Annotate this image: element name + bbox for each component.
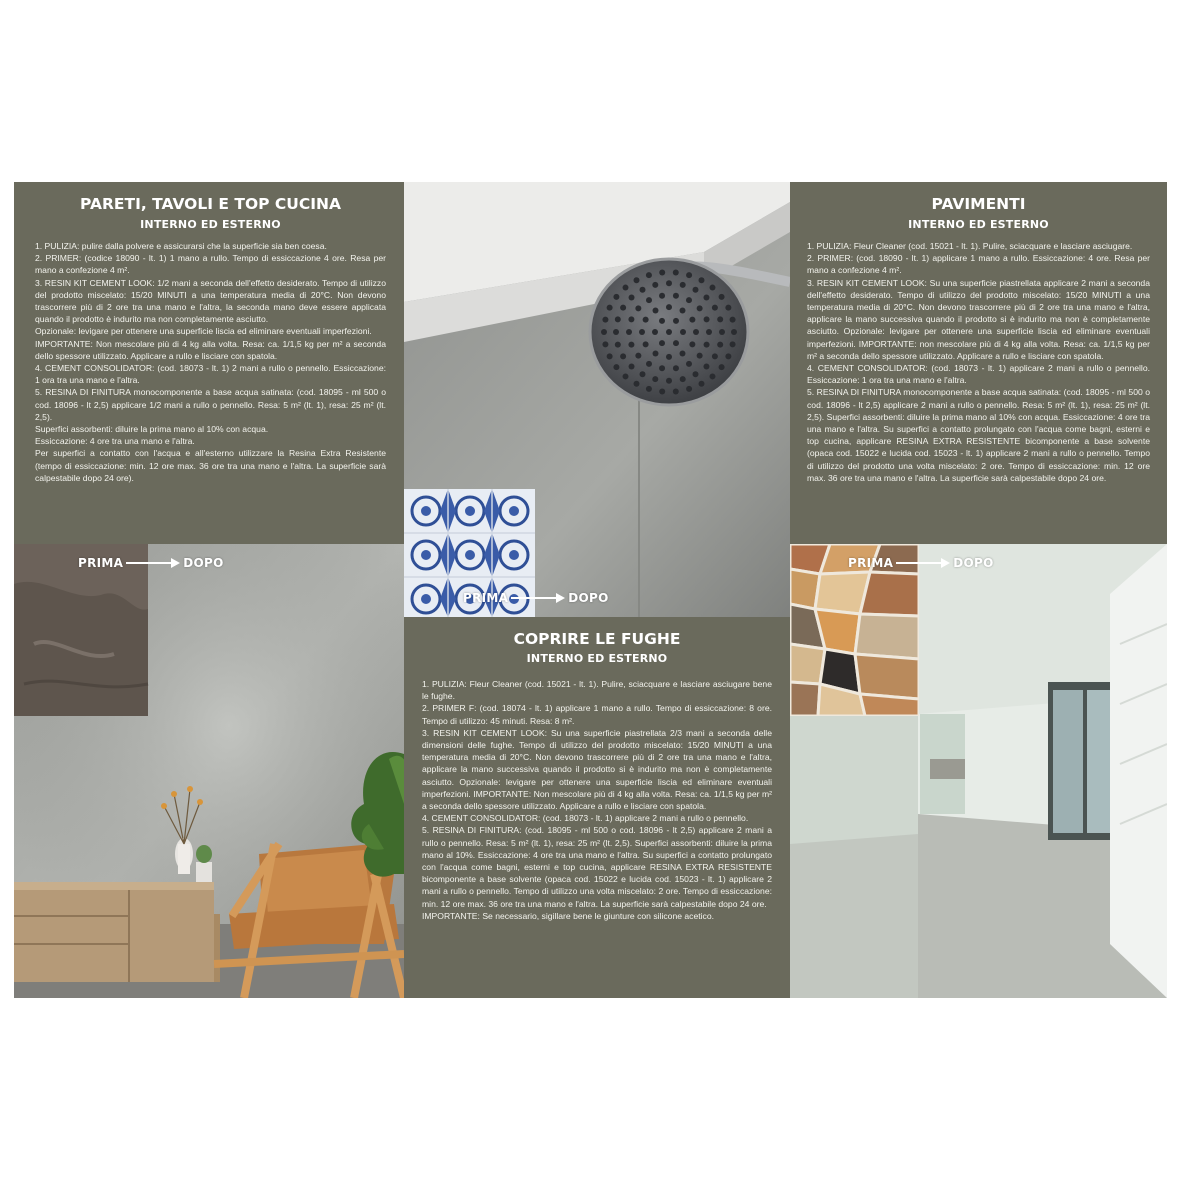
shower-hole (652, 282, 658, 288)
shower-hole (639, 329, 645, 335)
shower-hole (652, 376, 658, 382)
shower-hole (699, 277, 705, 283)
middle-text-panel (404, 617, 790, 998)
shower-hole (615, 316, 621, 322)
instruction-step: Per superfici a contatto con l'acqua e all'esterno utilizzare la Resina Extra Resistente (tempo di essiccazione: min. 12 ore max. 36 ore tra una mano e l'altra. La superficie sarà calpestabile dopo 24 ore). (35, 448, 386, 483)
right-instructions (807, 240, 1150, 484)
shower-hole (659, 365, 665, 371)
arrow-right-icon (511, 592, 565, 604)
shower-hole (659, 388, 665, 394)
shower-hole (613, 294, 619, 300)
shower-hole (712, 305, 718, 311)
living-room-illustration (14, 544, 404, 998)
shower-hole (602, 317, 608, 323)
instruction-step: 5. RESINA DI FINITURA: (cod. 18095 - ml 500 o cod. 18096 - lt 2,5) applicare 2 mani a rullo o pennello. Resa: 5 m² (lt. 1), resa: 25 m² (lt. 2,5). Superfici assorbenti: diluire la prima mano al 10%. Essiccazione: 4 ore tra una mano e l'altra. Su superfici a contatto prolungato con l'acqua come bagni, esterni e top cucina, applicare RESINA EXTRA RESISTENTE bicomponente a base solvente (opaca cod. 15022 e lucida cod. 15023 - lt. 1) applicare 2 mani a rullo o pennello. Tempo di utilizzo una volta miscelato: 2 ore. Tempo di essiccazione: min. 12 ore max. 36 ore tra una mano e l'altra. La superficie sarà calpestabile dopo 24 ore. (422, 825, 772, 909)
instruction-step: Opzionale: levigare per ottenere una superficie liscia ed eliminare eventuali imperfezioni. (35, 326, 372, 337)
middle-subtitle: INTERNO ED ESTERNO (526, 652, 668, 665)
shower-hole (673, 340, 679, 346)
instruction-step: Superfici assorbenti: diluire la prima mano al 10% con acqua. (35, 424, 269, 435)
instruction-step: 1. PULIZIA: Fleur Cleaner (cod. 15021 - lt. 1). Pulire, sciacquare e lasciare asciugare. (807, 241, 1133, 251)
shower-hole (640, 287, 646, 293)
shower-hole (680, 282, 686, 288)
shower-hole (607, 305, 613, 311)
instruction-step: IMPORTANTE: Non mescolare più di 4 kg alla volta. Resa: ca. 1/1,5 kg per m² a seconda dello spessore utilizzato. Applicare a rullo e lisciare con spatola. (35, 338, 386, 361)
instruction-step: 5. RESINA DI FINITURA monocomponente a base acqua satinata: (cod. 18095 - ml 500 o cod. 18096 - lt 2,5) applicare 1/2 mani a rullo o pennello. Resa: 5 m² (lt. 1), resa: 25 m² (lt. 2,5). (35, 387, 386, 422)
shower-hole (628, 316, 634, 322)
shower-hole (666, 378, 672, 384)
shower-hole (686, 361, 692, 367)
instruction-step: 4. CEMENT CONSOLIDATOR: (cod. 18073 - lt. 1) 2 mani a rullo o pennello. Essiccazione: 1 ora tra una mano e l'altra. (35, 363, 386, 386)
right-after-label: DOPO (953, 556, 994, 570)
shower-hole (673, 318, 679, 324)
shower-hole (712, 353, 718, 359)
shower-hole (646, 272, 652, 278)
instruction-step: 3. RESIN KIT CEMENT LOOK: Su una superficie piastrellata 2/3 mani a seconda delle dimensioni delle fughe. Tempo di utilizzo del prodotto miscelato: 15/20 MINUTI a una temperatura media di 20°C. Non devono trascorrere più di 2 ore tra una mano e l'altra, applicare la mano successiva quando il prodotto si è indurito ma non è completamente asciutto. Opzionale: levigare per ottenere una superficie liscia ed eliminare eventuali imperfezioni. IMPORTANTE: Non mescolare più di 4 kg alla volta. Resa: ca. 1/1,5 kg per m² a seconda dello spessore utilizzato. Applicare a rullo e lisciare con spatola. (422, 727, 772, 812)
living-room-photo (14, 544, 404, 998)
shower-hole (666, 354, 672, 360)
shower-hole (666, 304, 672, 310)
shower-hole (634, 381, 640, 387)
left-title: PARETI, TAVOLI E TOP CUCINA (80, 195, 341, 213)
shower-hole (635, 353, 641, 359)
arrow-right-icon (126, 557, 180, 569)
instruction-step: 3. RESIN KIT CEMENT LOOK: 1/2 mani a seconda dell'effetto desiderato. Tempo di utilizzo del prodotto miscelato: 15/20 MINUTI a una temperatura media di 20°C. Non devono trascorrere più di 2 ore tra una mano e l'altra, la seconda mano deve essere applicata quando il prodotto è indurito ma non completamente asciutto. (35, 277, 386, 325)
instruction-step: 3. RESIN KIT CEMENT LOOK: Su una superficie piastrellata applicare 2 mani a seconda dell'effetto desiderato. Tempo di utilizzo del prodotto miscelato: 15/20 MINUTI a una temperatura media di 20°C. Non devono trascorrere più di 2 ore tra una mano e l'altra, applicare la mano successiva quando il prodotto si è indurito ma non è completamente asciutto. Opzionale: levigare per ottenere una superficie liscia ed eliminare eventuali imperfezioni. IMPORTANTE: non mescolare più di 4 kg alla volta. Resa: ca. 1/1,5 kg per m² a seconda dello spessore utilizzato. Applicare a rullo e lisciare con spatola. (807, 277, 1150, 361)
shower-hole (626, 329, 632, 335)
shower-hole (629, 363, 635, 369)
shower-hole (673, 365, 679, 371)
shower-hole (613, 364, 619, 370)
shower-hole (640, 371, 646, 377)
shower-hole (730, 317, 736, 323)
shower-hole (646, 361, 652, 367)
shower-hole (717, 316, 723, 322)
shower-hole (704, 316, 710, 322)
instruction-step: 2. PRIMER: (cod. 18090 - lt. 1) applicare 1 mano a rullo. Essiccazione: 4 ore. Resa per mano a confezione 4 m². (807, 253, 1150, 276)
shower-hole (706, 329, 712, 335)
shower-hole (646, 297, 652, 303)
shower-hole (717, 342, 723, 348)
middle-before-after-label (463, 591, 609, 605)
shower-hole (659, 293, 665, 299)
shower-hole (643, 317, 649, 323)
shower-hole (689, 317, 695, 323)
shower-hole (680, 351, 686, 357)
shower-hole (601, 329, 607, 335)
instruction-step: 2. PRIMER F: (cod. 18074 - lt. 1) applicare 1 mano a rullo. Tempo di essiccazione: 8 ore. Tempo di utilizzo: 45 minuti. Resa: 8 m². (422, 703, 772, 726)
shower-hole (643, 341, 649, 347)
shower-hole (673, 293, 679, 299)
left-subtitle: INTERNO ED ESTERNO (140, 218, 281, 231)
instruction-step: 5. RESINA DI FINITURA monocomponente a base acqua satinata: (cod. 18095 - ml 500 o cod. 18096 - lt 2,5) applicare 2 mani a rullo o pennello. Resa: 5 m² (lt. 1), resa: 25 m² (lt. 2,5). Superfici assorbenti: diluire la prima mano al 10% con acqua. Essiccazione: 4 ore tra una mano e l'altra. Su superfici a contatto prolungato con l'acqua come bagni, esterni e top cucina, applicare RESINA EXTRA RESISTENTE bicomponente a base solvente (opaca cod. 15022 e lucida cod. 15023 - lt. 1) applicare 2 mani a rullo o pennello. Tempo di utilizzo del prodotto una volta miscelato: 2 ore. Tempo di essiccazione: min. 12 ore max. 36 ore tra una mano e l'altra. La superficie sarà calpestabile dopo 24 ore. (807, 387, 1150, 483)
shower-hole (697, 305, 703, 311)
shower-hole (693, 371, 699, 377)
shower-hole (666, 329, 672, 335)
left-before-after-label (78, 556, 224, 570)
shower-hole (703, 295, 709, 301)
right-title: PAVIMENTI (931, 195, 1026, 213)
shower-hole (709, 285, 715, 291)
shower-hole (725, 353, 731, 359)
shower-hole (699, 381, 705, 387)
right-before-label: PRIMA (848, 556, 894, 570)
left-before-label: PRIMA (78, 556, 124, 570)
shower-hole (666, 280, 672, 286)
right-subtitle: INTERNO ED ESTERNO (908, 218, 1049, 231)
right-text-panel (790, 182, 1167, 544)
shower-hole (635, 305, 641, 311)
shower-hole (686, 297, 692, 303)
shower-hole (730, 341, 736, 347)
shower-hole (673, 388, 679, 394)
shower-hole (689, 341, 695, 347)
shower-hole (709, 373, 715, 379)
middle-title: COPRIRE LE FUGHE (513, 630, 681, 648)
shower-hole (704, 342, 710, 348)
shower-hole (725, 305, 731, 311)
middle-before-label: PRIMA (463, 591, 509, 605)
right-before-after-label (848, 556, 994, 570)
instruction-step: Essiccazione: 4 ore tra una mano e l'altra. (35, 436, 195, 447)
arrow-right-icon (896, 557, 950, 569)
shower-hole (634, 277, 640, 283)
shower-hole (680, 307, 686, 313)
shower-hole (659, 340, 665, 346)
instruction-step: 4. CEMENT CONSOLIDATOR: (cod. 18073 - lt. 1) applicare 2 mani a rullo o pennello. Essiccazione: 1 ora tra una mano e l'altra. (807, 363, 1150, 386)
shower-hole (673, 270, 679, 276)
shower-hole (680, 376, 686, 382)
shower-hole (652, 329, 658, 335)
shower-hole (646, 386, 652, 392)
shower-hole (620, 353, 626, 359)
shower-hole (693, 287, 699, 293)
shower-hole (607, 353, 613, 359)
shower-hole (719, 364, 725, 370)
shower-hole (731, 329, 737, 335)
shower-hole (623, 373, 629, 379)
shower-hole (693, 329, 699, 335)
middle-instructions (422, 678, 772, 922)
shower-hole (628, 342, 634, 348)
shower-hole (629, 295, 635, 301)
left-instructions (35, 240, 386, 484)
shower-hole (659, 318, 665, 324)
shower-hole (686, 272, 692, 278)
shower-hole (703, 363, 709, 369)
middle-after-label: DOPO (568, 591, 609, 605)
shower-hole (659, 270, 665, 276)
shower-hole (686, 386, 692, 392)
shower-hole (697, 353, 703, 359)
instruction-step: IMPORTANTE: Se necessario, sigillare bene le giunture con silicone acetico. (422, 910, 715, 921)
shower-hole (719, 329, 725, 335)
left-text-panel (14, 182, 404, 544)
shower-hole (620, 305, 626, 311)
shower-hole (653, 307, 659, 313)
shower-hole (615, 342, 621, 348)
shower-hole (623, 285, 629, 291)
shower-hole (719, 294, 725, 300)
shower-hole (653, 351, 659, 357)
instruction-step: 2. PRIMER: (codice 18090 - lt. 1) 1 mano a rullo. Tempo di essiccazione 4 ore. Resa per mano a confezione 4 m². (35, 253, 386, 276)
instruction-step: 4. CEMENT CONSOLIDATOR: (cod. 18073 - lt. 1) applicare 2 mani a rullo o pennello. (422, 813, 749, 824)
shower-hole (613, 329, 619, 335)
shower-hole (602, 341, 608, 347)
instruction-step: 1. PULIZIA: Fleur Cleaner (cod. 15021 - lt. 1). Pulire, sciacquare e lasciare asciugare bene le fughe. (422, 679, 772, 702)
instruction-step: 1. PULIZIA: pulire dalla polvere e assicurarsi che la superficie sia ben coesa. (35, 241, 327, 251)
left-after-label: DOPO (183, 556, 224, 570)
shower-hole (680, 329, 686, 335)
